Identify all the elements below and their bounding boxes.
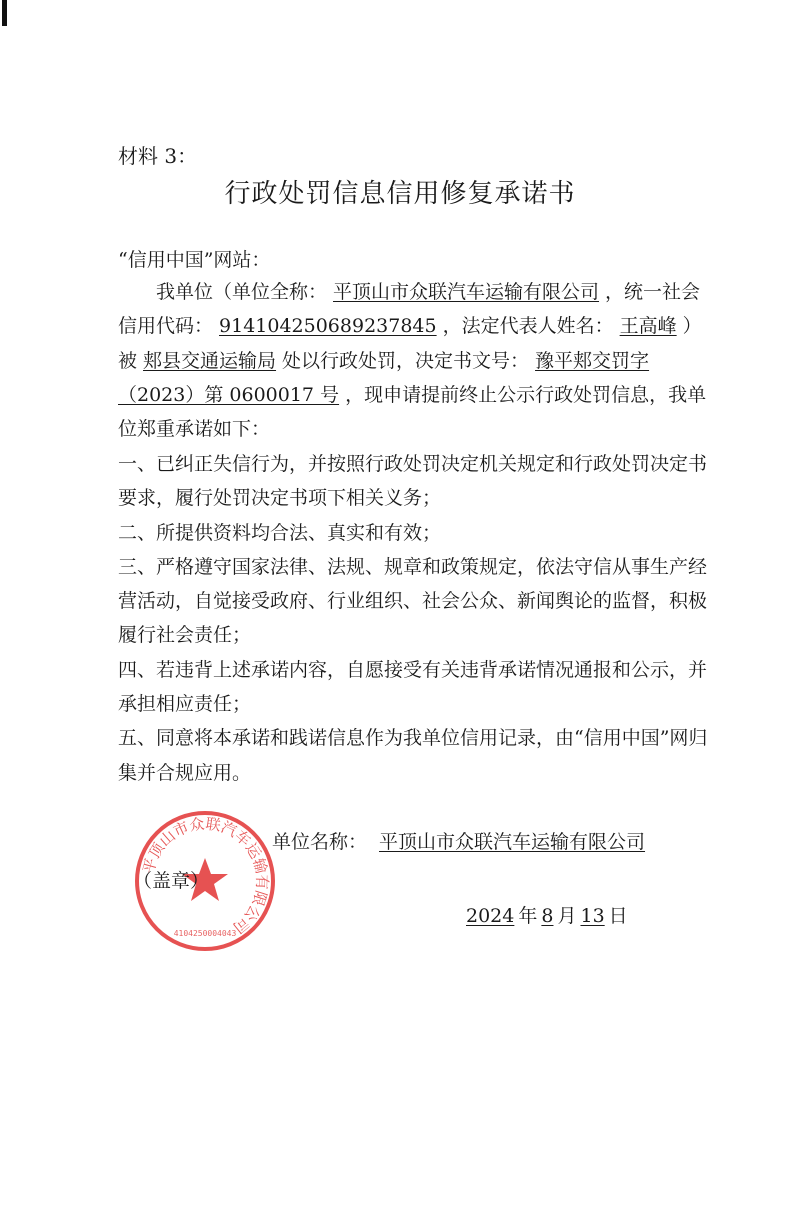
commitment-item: 一、已纠正失信行为，并按照行政处罚决定机关规定和行政处罚决定书要求，履行处罚决定书项下相关义务；: [118, 453, 708, 510]
credit-code: 91410425068923784​5: [219, 315, 437, 338]
intro-text-2: ，统一社会信用代码：: [118, 281, 701, 338]
intro-text-4: ）被: [118, 315, 702, 372]
material-label: 材料 3：: [118, 144, 198, 168]
document-title: 行政处罚信息信用修复承诺书: [224, 179, 576, 209]
signature-label: 单位名称：: [272, 831, 368, 853]
recipient-line: “信用中国”网站：: [118, 249, 271, 271]
signing-date: [462, 901, 628, 928]
commitment-list: [118, 447, 718, 790]
commitment-intro: [118, 275, 718, 446]
commitment-item: 四、若违背上述承诺内容，自愿接受有关违背承诺情况通报和公示，并承担相应责任；: [118, 658, 708, 716]
legal-representative: 王高峰: [619, 315, 677, 338]
intro-text-6: ，现申请提前终止公示行政处罚信息，我单位郑重承诺如下：: [118, 383, 707, 441]
date-year: 2024: [466, 905, 515, 927]
seal-label: （盖章）: [133, 870, 210, 892]
date-day-unit: 日: [608, 905, 628, 927]
commitment-item: 二、所提供资料均合法、真实和有效；: [118, 521, 442, 544]
date-day: 13: [580, 905, 605, 927]
intro-text-5: 处以行政处罚，决定书文号：: [282, 349, 530, 372]
signature-line: [272, 827, 651, 854]
decision-number: 豫平郏交罚字（2023）第 0600017 号: [118, 349, 650, 406]
commitment-item: 五、同意将本承诺和践诺信息作为我单位信用记录，由“信用中国”网归集并合规应用。: [118, 727, 708, 784]
seal-company-text: 平顶山市众联汽车运输有限公司: [139, 814, 272, 937]
seal-code-text: 4104250004043: [173, 929, 237, 938]
commitment-item: 三、严格遵守国家法律、法规、规章和政策规定，依法守信从事生产经营活动，自觉接受政府、行业组织、社会公众、新闻舆论的监督，积极履行社会责任；: [118, 555, 708, 647]
intro-text-1: 我单位（单位全称：: [156, 281, 328, 303]
intro-text-3: ，法定代表人姓名：: [442, 315, 614, 338]
date-month: 8: [541, 905, 554, 927]
date-year-unit: 年: [518, 905, 538, 927]
penalty-authority: 郏县交通运输局: [143, 349, 277, 372]
signature-company: 平顶山市众联汽车运输有限公司: [379, 831, 646, 853]
date-month-unit: 月: [557, 905, 577, 927]
scan-edge-mark: [2, 0, 7, 26]
company-full-name: 平顶山市众联汽车运输有限公司: [333, 281, 600, 303]
